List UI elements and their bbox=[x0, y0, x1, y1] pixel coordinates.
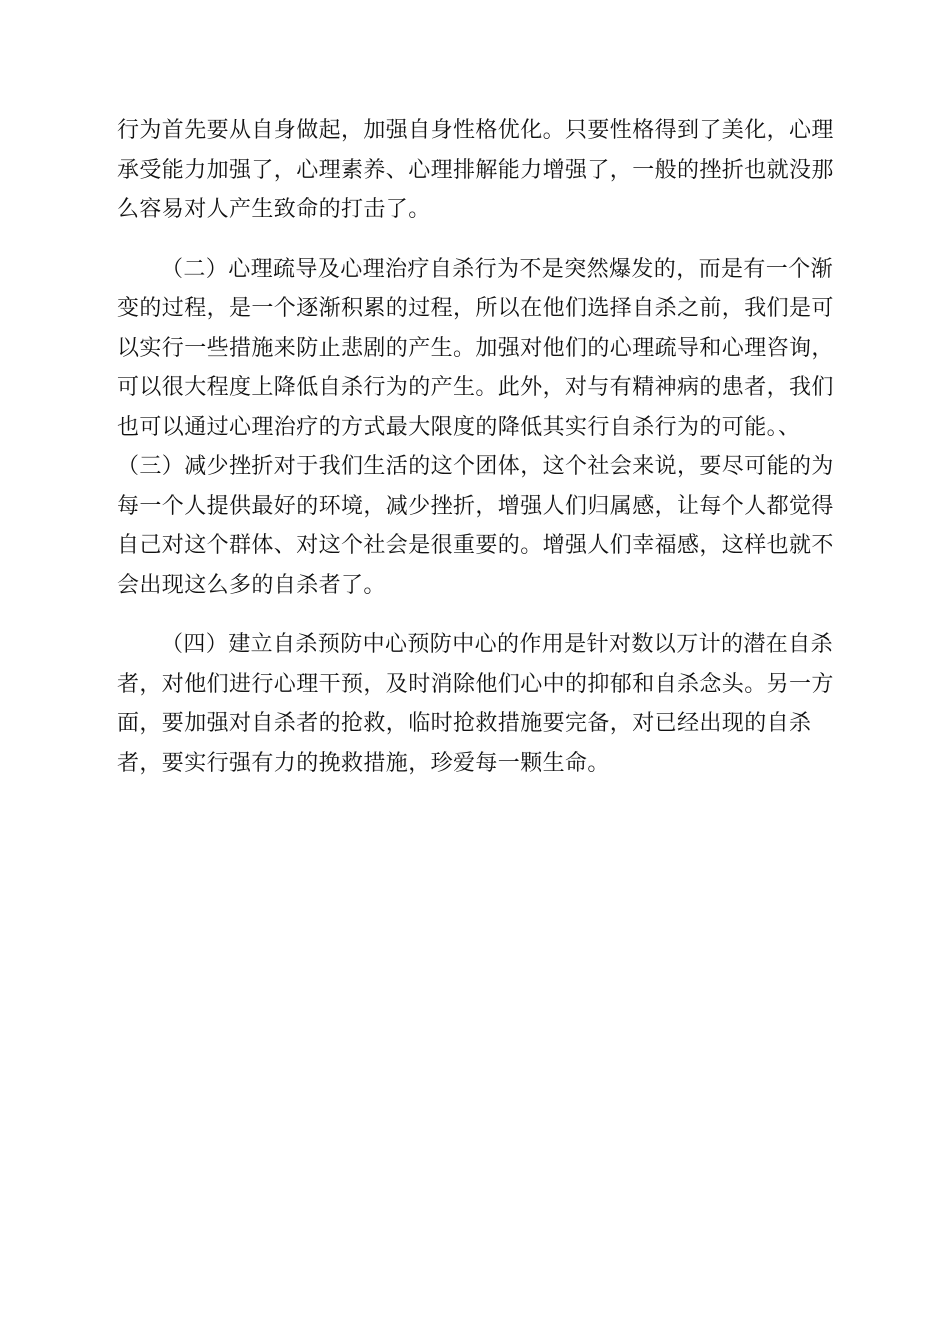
text-line: 者，要实行强有力的挽救措施，珍爱每一颗生命。 bbox=[117, 750, 610, 776]
text-line: 也可以通过心理治疗的方式最大限度的降低其实行自杀行为的可能。、 bbox=[117, 414, 801, 440]
text-line: 变的过程，是一个逐渐积累的过程，所以在他们选择自杀之前，我们是可 bbox=[117, 296, 834, 321]
text-line: 可以很大程度上降低自杀行为的产生。此外，对与有精神病的患者，我们 bbox=[117, 375, 834, 400]
text-line: 者，对他们进行心理干预，及时消除他们心中的抑郁和自杀念头。另一方 bbox=[117, 671, 834, 697]
document-body bbox=[117, 111, 833, 783]
text-line: 行为首先要从自身做起，加强自身性格优化。只要性格得到了美化，心理 bbox=[117, 118, 834, 143]
text-line: （三）减少挫折对于我们生活的这个团体，这个社会来说，要尽可能的为 bbox=[117, 454, 834, 479]
paragraph-1 bbox=[117, 111, 833, 230]
text-line: 会出现这么多的自杀者了。 bbox=[117, 572, 386, 598]
text-line: 以实行一些措施来防止悲剧的产生。加强对他们的心理疏导和心理咨询， bbox=[117, 335, 834, 361]
text-line: （二）心理疏导及心理治疗自杀行为不是突然爆发的，而是有一个渐 bbox=[161, 256, 834, 282]
text-line: 自己对这个群体、对这个社会是很重要的。增强人们幸福感，这样也就不 bbox=[117, 533, 834, 558]
paragraph-2 bbox=[117, 250, 833, 606]
text-line: （四）建立自杀预防中心预防中心的作用是针对数以万计的潜在自杀 bbox=[161, 632, 834, 657]
text-line: 面，要加强对自杀者的抢救，临时抢救措施要完备，对已经出现的自杀 bbox=[117, 711, 812, 736]
paragraph-3 bbox=[117, 625, 833, 783]
text-line: 么容易对人产生致命的打击了。 bbox=[117, 197, 431, 222]
text-line: 每一个人提供最好的环境，减少挫折，增强人们归属感，让每个人都觉得 bbox=[117, 493, 834, 519]
text-line: 承受能力加强了，心理素养、心理排解能力增强了，一般的挫折也就没那 bbox=[117, 157, 834, 183]
